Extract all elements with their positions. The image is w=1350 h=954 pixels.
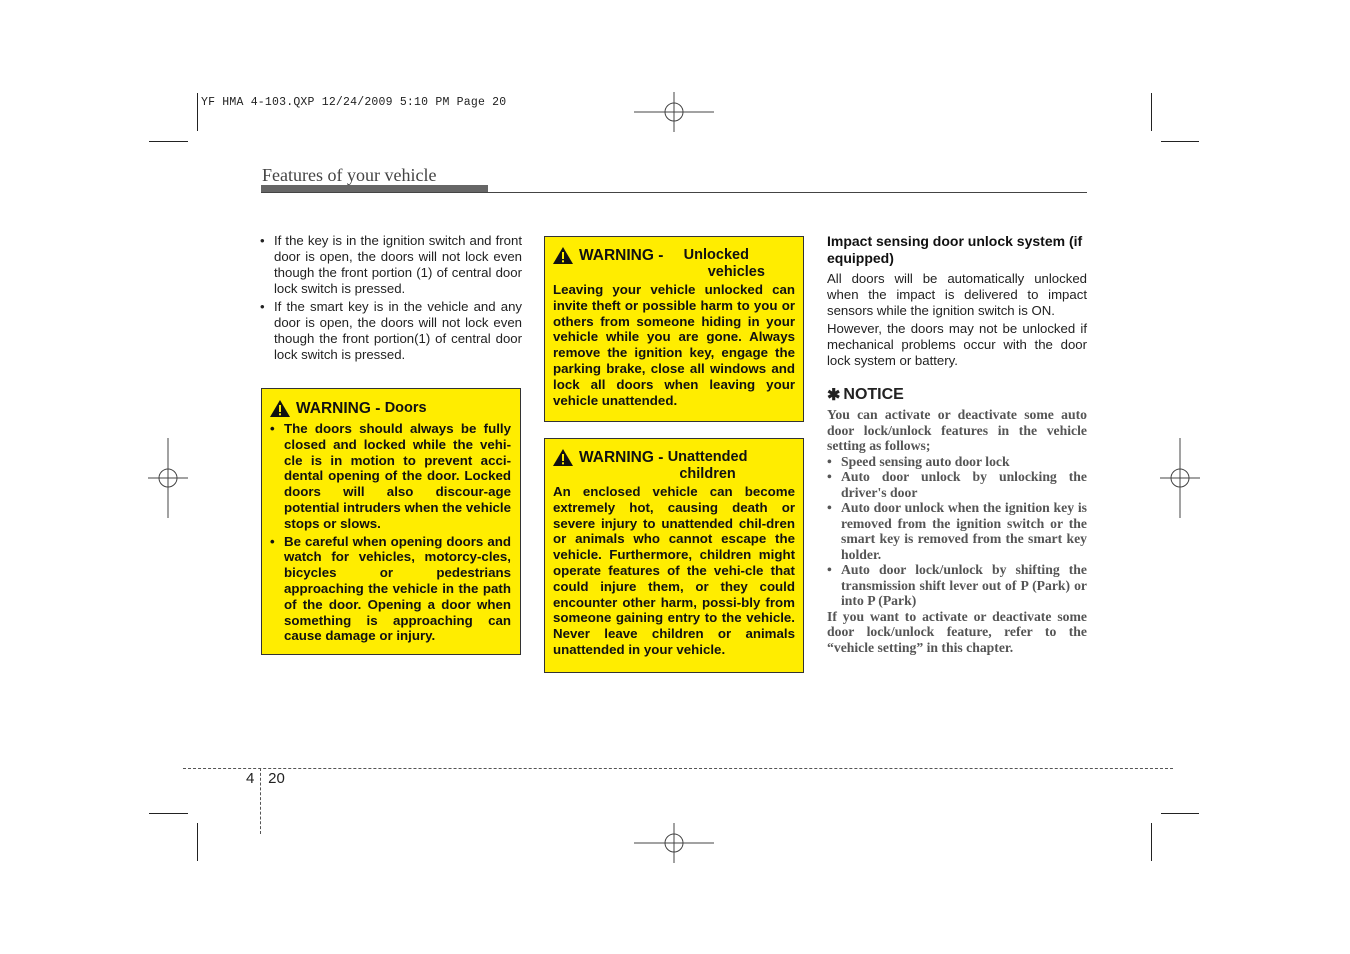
notice-body bbox=[827, 407, 1087, 655]
warning-bullets bbox=[270, 421, 511, 644]
list-item: • The doors should always be fully closed and locked while the vehi-cle is in motion to prevent acci-dental opening of the door. Locked doors will also discour-age potential intruders when the vehicle stops or slows. bbox=[270, 421, 511, 532]
page-number-value: 20 bbox=[268, 770, 285, 787]
list-item: • Speed sensing auto door lock bbox=[827, 454, 1087, 470]
warning-subject-line: vehicles bbox=[707, 264, 765, 280]
warning-body: An enclosed vehicle can become extremely hot, causing death or severe injury to unattended chil-dren or animals who cannot escape the vehicle. Furthermore, children might operate features of the vehi-cle that could injure them, or they could encounter other harm, possi-bly from someone gaining entry to the vehicle. Never leave children or animals unattended in your vehicle. bbox=[553, 484, 795, 657]
list-item: • If the key is in the ignition switch and front door is open, the doors will not lock even though the front portion (1) of central door lock switch is pressed. bbox=[260, 233, 522, 297]
warning-label: WARNING - bbox=[579, 247, 668, 264]
notice-intro: You can activate or deactivate some auto door lock/unlock features in the vehicle setting as follows; bbox=[827, 407, 1087, 453]
warning-label: WARNING - bbox=[579, 449, 668, 466]
warning-triangle-icon bbox=[553, 449, 573, 466]
notice-heading bbox=[827, 385, 1087, 405]
warning-box-unattended-children bbox=[544, 438, 804, 673]
warning-subject bbox=[668, 247, 765, 281]
registration-mark-icon bbox=[148, 438, 188, 518]
section-title-bar bbox=[261, 185, 488, 192]
impact-sensing-heading: Impact sensing door unlock system (if equipped) bbox=[827, 233, 1083, 266]
warning-heading bbox=[553, 449, 795, 483]
key-lock-bullets bbox=[260, 233, 522, 363]
warning-heading bbox=[553, 247, 795, 281]
warning-subject bbox=[668, 449, 748, 483]
warning-subject-line: Unattended bbox=[667, 449, 748, 465]
asterisk-icon: ✱ bbox=[827, 387, 841, 404]
notice-bullets bbox=[827, 454, 1087, 609]
chapter-number: 4 bbox=[246, 770, 255, 787]
registration-mark-icon bbox=[634, 823, 714, 863]
warning-subject-line: children bbox=[679, 466, 736, 482]
registration-mark-icon bbox=[1160, 438, 1200, 518]
column-3 bbox=[827, 233, 1087, 655]
page-number bbox=[246, 770, 285, 787]
list-item: • Be careful when opening doors and watch for vehicles, motorcy-cles, bicycles or pedestrians approaching the vehicle in the path of the door. Opening a door when something is approaching can cause damage or injury. bbox=[270, 534, 511, 645]
registration-mark-icon bbox=[634, 92, 714, 132]
list-item: • Auto door unlock by unlocking the driver's door bbox=[827, 469, 1087, 500]
warning-subject-line: Unlocked bbox=[683, 247, 749, 263]
column-1 bbox=[260, 233, 522, 365]
section-title: Features of your vehicle bbox=[262, 165, 437, 185]
section-title-rule bbox=[261, 192, 1087, 193]
list-item: • Auto door unlock when the ignition key is removed from the ignition switch or the smart key is removed from the smart key holder. bbox=[827, 500, 1087, 562]
warning-subject: Doors bbox=[384, 400, 427, 416]
notice-title: NOTICE bbox=[843, 386, 904, 403]
warning-triangle-icon bbox=[553, 247, 573, 264]
warning-box-doors bbox=[261, 388, 521, 655]
notice-outro: If you want to activate or deactivate some door lock/unlock feature, refer to the “vehicle setting” in this chapter. bbox=[827, 608, 1087, 655]
print-slug: YF HMA 4-103.QXP 12/24/2009 5:10 PM Page 20 bbox=[201, 96, 507, 109]
list-item: • Auto door lock/unlock by shifting the transmission shift lever out of P (Park) or into P (Park) bbox=[827, 562, 1087, 609]
list-item: • If the smart key is in the vehicle and any door is open, the doors will not lock even though the front portion(1) of central door lock switch is pressed. bbox=[260, 299, 522, 363]
warning-box-unlocked-vehicles bbox=[544, 236, 804, 422]
impact-paragraph-1: All doors will be automatically unlocked when the impact is delivered to impact sensors while the ignition switch is ON. bbox=[827, 271, 1087, 318]
footer-dashed-rule bbox=[183, 768, 1173, 769]
warning-heading bbox=[270, 400, 511, 417]
impact-paragraph-2: However, the doors may not be unlocked if mechanical problems occur with the door lock system or battery. bbox=[827, 321, 1087, 368]
warning-label: WARNING - bbox=[296, 400, 385, 417]
warning-triangle-icon bbox=[270, 400, 290, 417]
warning-body: Leaving your vehicle unlocked can invite theft or possible harm to you or others from someone hiding in your vehicle while you are gone. Always remove the ignition key, engage the parking brake, close all windows and lock all doors when leaving your vehicle unattended. bbox=[553, 282, 795, 408]
